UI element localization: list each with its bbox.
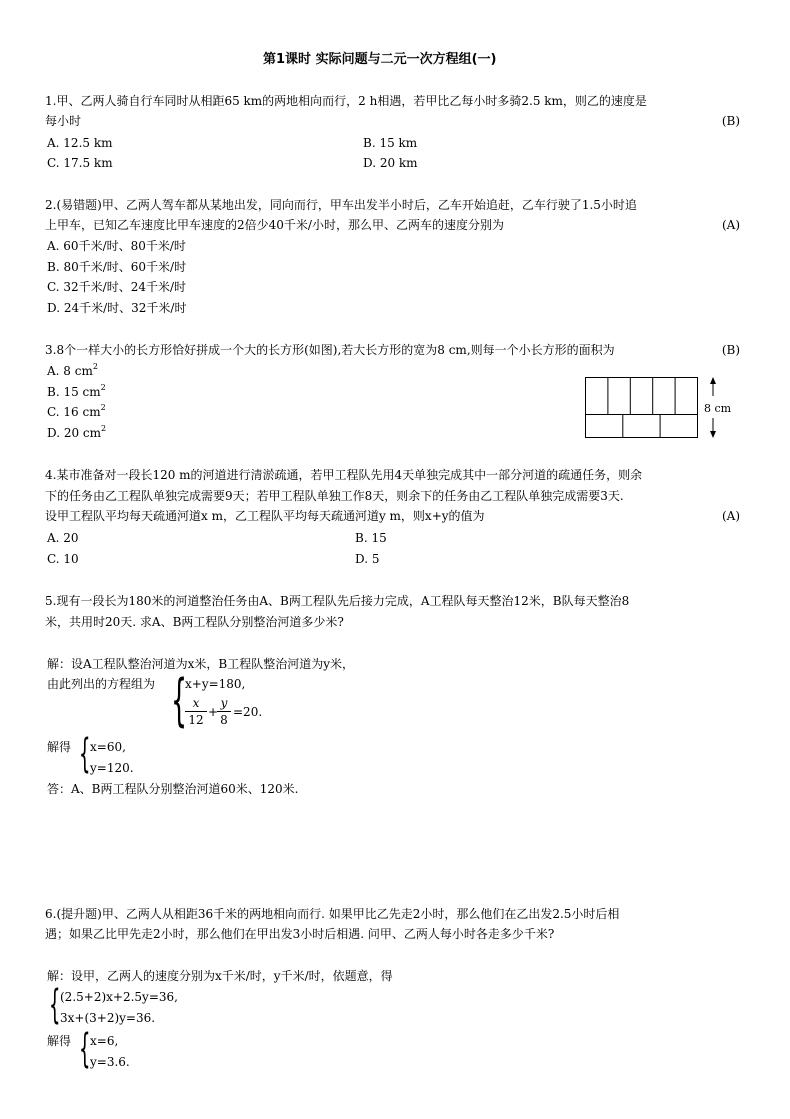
q3-stem-line1: 3.8个一样大小的长方形恰好拼成一个大的长方形(如图),若大长方形的宽为8 cm,则每一个小长方形的面积为 [45,343,615,357]
q3-option-a: A. 8 $cm^2$ [47,362,98,378]
q5-fraction-y-over-8: y 8 [217,696,231,727]
q3-answer: (B) [721,343,740,357]
q4-option-a: A. 20 [47,531,79,545]
q5-result-2: y=120. [90,761,134,775]
q5-solved-label: 解得 [47,740,72,754]
q1-option-d: D. 20 km [363,156,418,170]
q6-stem-line1: 6.(提升题)甲、乙两人从相距36千米的两地相向而行. 如果甲比乙先走2小时，那么他们在乙出发2.5小时后相 [45,907,620,921]
q5-stem-line2: 米，共用时20天. 求A、B两工程队分别整治河道多少米? [45,615,344,629]
q5-result-brace: { [79,731,91,777]
q5-stem-line1: 5.现有一段长为180米的河道整治任务由A、B两工程队先后接力完成，A工程队每天整治12米，B队每天整治8 [45,594,630,608]
q3-option-c: C. 16 $cm^2$ [47,403,106,419]
q6-equation-2: 3x+(3+2)y=36. [60,1011,156,1025]
q4-stem-line2: 下的任务由乙工程队单独完成需要9天；若甲工程队单独工作8天，则余下的任务由乙工程队单独完成需要3天. [45,489,624,503]
q6-solved-label: 解得 [47,1034,72,1048]
q5-solution-line1: 解：设A工程队整治河道为x米，B工程队整治河道为y米， [47,657,355,671]
q3-option-d: D. 20 $cm^2$ [47,424,107,440]
q1-option-a: A. 12.5 km [47,136,113,150]
q6-result-2: y=3.6. [90,1055,130,1069]
q6-equation-1: (2.5+2)x+2.5y=36, [60,990,178,1004]
page-title: 第1课时 实际问题与二元一次方程组(一) [263,52,497,67]
figure-width-label: 8 cm [704,402,732,415]
q2-option-a: A. 60千米/时、80千米/时 [47,239,186,253]
q2-stem-line2: 上甲车，已知乙车速度比甲车速度的2倍少40千米/小时，那么甲、乙两车的速度分别为 [45,218,504,232]
q6-result-brace: { [79,1026,91,1072]
q1-answer: (B) [721,114,740,128]
q1-stem-line2: 每小时 [45,114,82,128]
q1-option-b: B. 15 km [363,136,418,150]
q2-answer: (A) [721,218,740,232]
q5-result-1: x=60, [90,740,126,754]
q1-option-c: C. 17.5 km [47,156,113,170]
q4-option-c: C. 10 [47,552,79,566]
q4-stem-line1: 4.某市准备对一段长120 m的河道进行清淤疏通，若甲工程队先用4天单独完成其中一部分河道的疏通任务，则余 [45,468,643,482]
q4-option-d: D. 5 [355,552,380,566]
q2-option-d: D. 24千米/时、32千米/时 [47,301,187,315]
q6-system-brace: { [49,982,61,1028]
q4-stem-line3: 设甲工程队平均每天疏通河道x m，乙工程队平均每天疏通河道y m，则x+y的值为 [45,509,485,523]
rectangle-figure [580,372,750,442]
q2-stem-line1: 2.(易错题)甲、乙两人驾车都从某地出发，同向而行，甲车出发半小时后，乙车开始追赶，乙车行驶了1.5小时追 [45,198,637,212]
q5-equation-2-tail: =20. [233,705,263,719]
q5-plus-sign: + [208,705,219,719]
q5-equation-1: x+y=180, [185,677,246,691]
q3-option-b: B. 15 $cm^2$ [47,383,106,399]
q2-option-b: B. 80千米/时、60千米/时 [47,260,187,274]
q2-option-c: C. 32千米/时、24千米/时 [47,280,187,294]
big-rectangle [586,378,698,438]
q1-stem-line1: 1.甲、乙两人骑自行车同时从相距65 km的两地相向而行，2 h相遇，若甲比乙每小时多骑2.5 km，则乙的速度是 [45,94,647,108]
q6-result-1: x=6, [90,1034,119,1048]
q4-option-b: B. 15 [355,531,387,545]
q5-solution-line2: 由此列出的方程组为 [47,677,156,691]
q6-solution-line1: 解：设甲，乙两人的速度分别为x千米/时，y千米/时，依题意，得 [47,969,393,983]
q5-system-brace: { [171,668,188,733]
q5-fraction-x-over-12: x 12 [185,696,207,727]
q4-answer: (A) [721,509,740,523]
q6-stem-line2: 遇；如果乙比甲先走2小时，那么他们在甲出发3小时后相遇. 问甲、乙两人每小时各走多少千米? [45,927,555,941]
q5-final-answer: 答：A、B两工程队分别整治河道60米、120米. [47,782,299,796]
